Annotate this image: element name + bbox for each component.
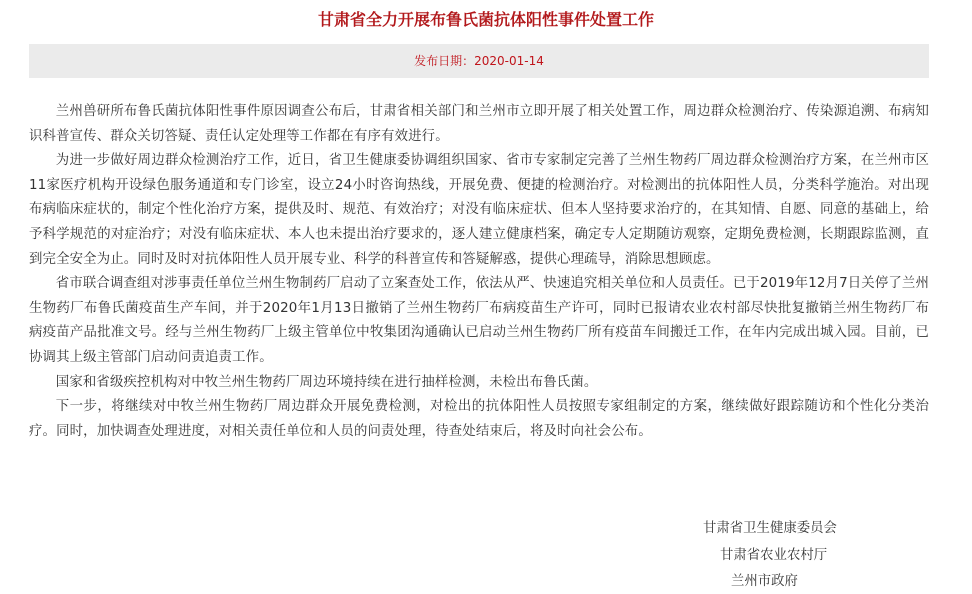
signatory-agriculture-department: 甘肃省农业农村厅: [720, 548, 828, 563]
article-paragraph: 兰州兽研所布鲁氏菌抗体阳性事件原因调查公布后，甘肃省相关部门和兰州市立即开展了相关处置工作，周边群众检测治疗、传染源追溯、布病知识科普宣传、群众关切答疑、责任认定处理等工作都在有序有效进行。: [29, 104, 929, 144]
signatory-health-commission: 甘肃省卫生健康委员会: [703, 521, 837, 536]
article-paragraph: 国家和省级疾控机构对中牧兰州生物药厂周边环境持续在进行抽样检测，未检出布鲁氏菌。: [55, 374, 598, 390]
publish-date-bar: [29, 44, 929, 78]
article-paragraph: 省市联合调查组对涉事责任单位兰州生物制药厂启动了立案查处工作，依法从严、快速追究相关单位和人员责任。已于2019年12月7日关停了兰州生物药厂布鲁氏菌疫苗生产车间，并于2020年1月13日撤销了兰州生物药厂布病疫苗生产许可，同时已报请农业农村部尽快批复撤销兰州生物药厂布病疫苗产品批准文号。经与兰州生物药厂上级主管单位中牧集团沟通确认已启动兰州生物药厂所有疫苗车间搬迁工作，在年内完成出城入园。目前，已协调其上级主管部门启动问责追责工作。: [29, 276, 929, 365]
publish-date-value: 2020-01-14: [474, 54, 544, 68]
signatory-lanzhou-government: 兰州市政府: [731, 574, 798, 589]
article-body: [29, 100, 929, 444]
article-paragraph: 下一步，将继续对中牧兰州生物药厂周边群众开展免费检测，对检出的抗体阳性人员按照专家组制定的方案，继续做好跟踪随访和个性化分类治疗。同时，加快调查处理进度，对相关责任单位和人员的问责处理，待查处结束后，将及时向社会公布。: [29, 399, 929, 439]
article-title: 甘肃省全力开展布鲁氏菌抗体阳性事件处置工作: [317, 10, 654, 29]
publish-date-label: 发布日期：: [414, 54, 475, 68]
article-paragraph: 为进一步做好周边群众检测治疗工作，近日，省卫生健康委协调组织国家、省市专家制定完善了兰州生物药厂周边群众检测治疗方案，在兰州市区11家医疗机构开设绿色服务通道和专门诊室，设立24小时咨询热线，开展免费、便捷的检测治疗。对检测出的抗体阳性人员，分类科学施治。对出现布病临床症状的，制定个性化治疗方案，提供及时、规范、有效治疗；对没有临床症状、但本人坚持要求治疗的，在其知情、自愿、同意的基础上，给予科学规范的对症治疗；对没有临床症状、本人也未提出治疗要求的，逐人建立健康档案，确定专人定期随访观察，定期免费检测，长期跟踪监测，直到完全安全为止。同时及时对抗体阳性人员开展专业、科学的科普宣传和答疑解惑，提供心理疏导，消除思想顾虑。: [29, 153, 929, 267]
